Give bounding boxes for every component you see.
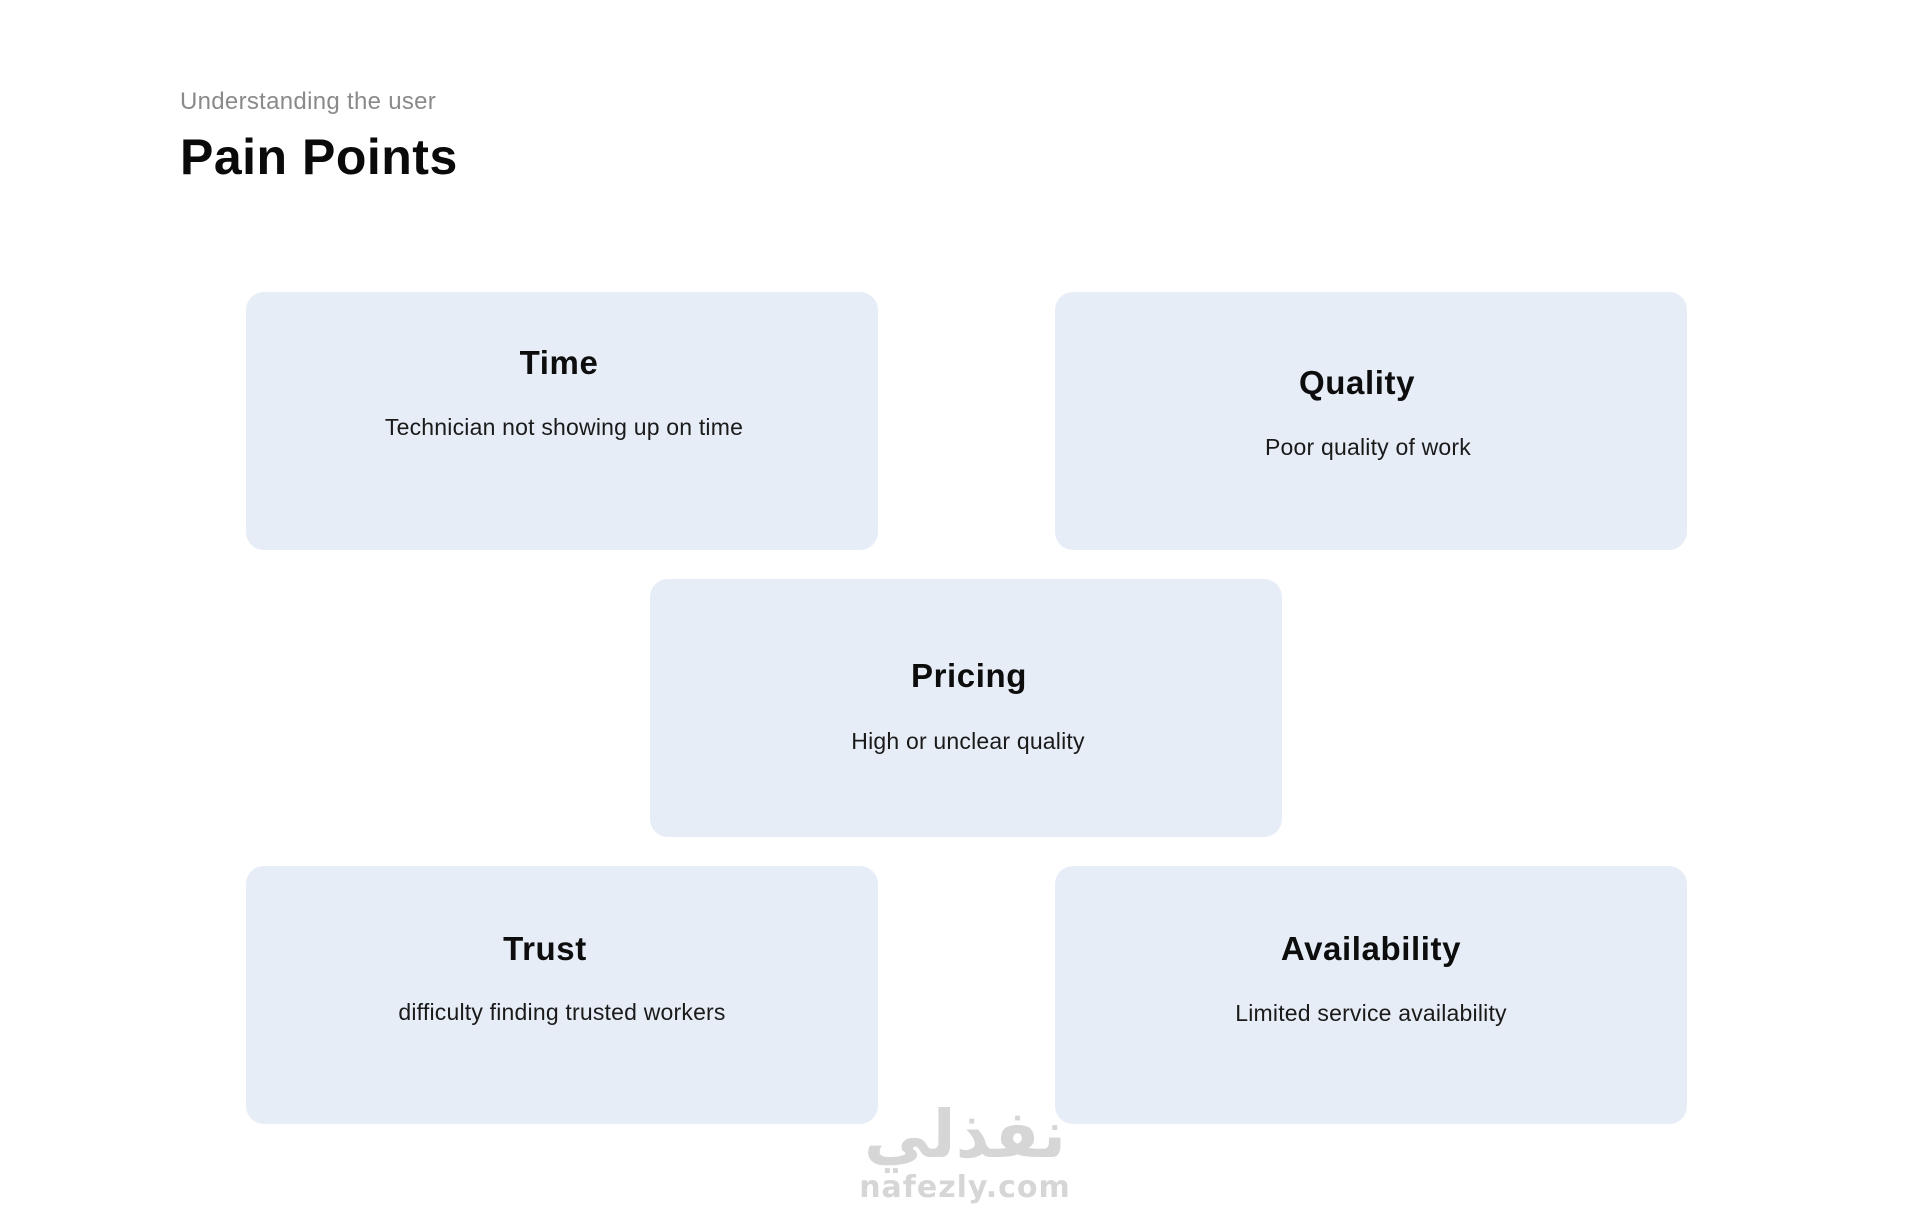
card-description: Limited service availability [1235, 1000, 1507, 1026]
card-title: Quality [1298, 364, 1416, 401]
pain-point-card-quality [1055, 292, 1687, 550]
watermark-arabic-text: نفذلي [864, 1096, 1066, 1173]
card-title: Time [519, 344, 599, 381]
card-title: Pricing [910, 657, 1028, 694]
pain-point-card-availability [1055, 866, 1687, 1124]
pain-point-card-time [246, 292, 878, 550]
card-description: difficulty finding trusted workers [398, 999, 726, 1025]
watermark-url-text: nafezly.com [859, 1170, 1071, 1205]
card-title: Trust [503, 930, 587, 967]
card-description: High or unclear quality [851, 728, 1085, 754]
card-description: Technician not showing up on time [384, 414, 744, 440]
watermark-logo [830, 1096, 1100, 1205]
page-title: Pain Points [180, 129, 458, 185]
pain-point-card-pricing [650, 579, 1282, 837]
pain-point-card-trust [246, 866, 878, 1124]
card-title: Availability [1280, 930, 1462, 967]
card-description: Poor quality of work [1265, 434, 1471, 460]
section-eyebrow: Understanding the user [180, 88, 437, 115]
